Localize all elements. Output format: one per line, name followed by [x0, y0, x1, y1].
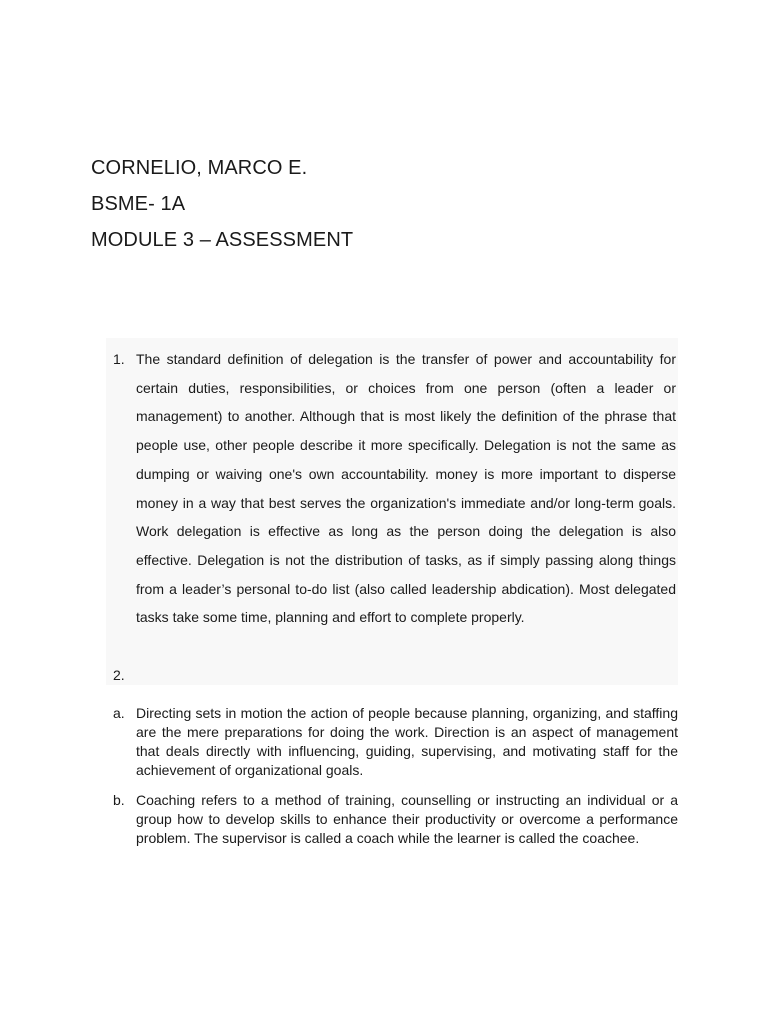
answer-1 [113, 345, 678, 632]
answer-2b-text: Coaching refers to a method of training, counselling or instructing an individual or a group how to develop skills to enhance their productivity or overcome a performance problem. The supervisor is called a coach while the learner is called the coachee. [136, 792, 678, 846]
answer-2b [113, 791, 678, 848]
answer-2-number: 2. [113, 667, 125, 683]
document-title: MODULE 3 – ASSESSMENT [91, 229, 354, 251]
answer-2a-letter: a. [113, 705, 125, 721]
answer-2a-text: Directing sets in motion the action of people because planning, organizing, and staffing are the mere preparations for doing the work. Direction is an aspect of management that deals directly with influencing, guiding, supervising, and motivating staff for the achievement of organizational goals. [136, 705, 678, 778]
answer-1-number: 1. [113, 351, 125, 367]
answer-1-text: The standard definition of delegation is the transfer of power and accountability for certain duties, responsibilities, or choices from one person (often a leader or management) to another. Although that is most likely the definition of the phrase that people use, other people describe it more specifically. Delegation is not the same as dumping or waiving one's own accountability. money is more important to disperse money in a way that best serves the organization's immediate and/or long-term goals. Work delegation is effective as long as the person doing the delegation is also effective. Delegation is not the distribution of tasks, as if simply passing along things from a leader’s personal to-do list (also called leadership abdication). Most delegated tasks take some time, planning and effort to complete properly. [136, 351, 676, 626]
answer-2b-letter: b. [113, 792, 125, 808]
answer-2a [113, 704, 678, 780]
student-section: BSME- 1A [91, 193, 186, 215]
student-name: CORNELIO, MARCO E. [91, 157, 308, 179]
document-header [91, 150, 353, 258]
